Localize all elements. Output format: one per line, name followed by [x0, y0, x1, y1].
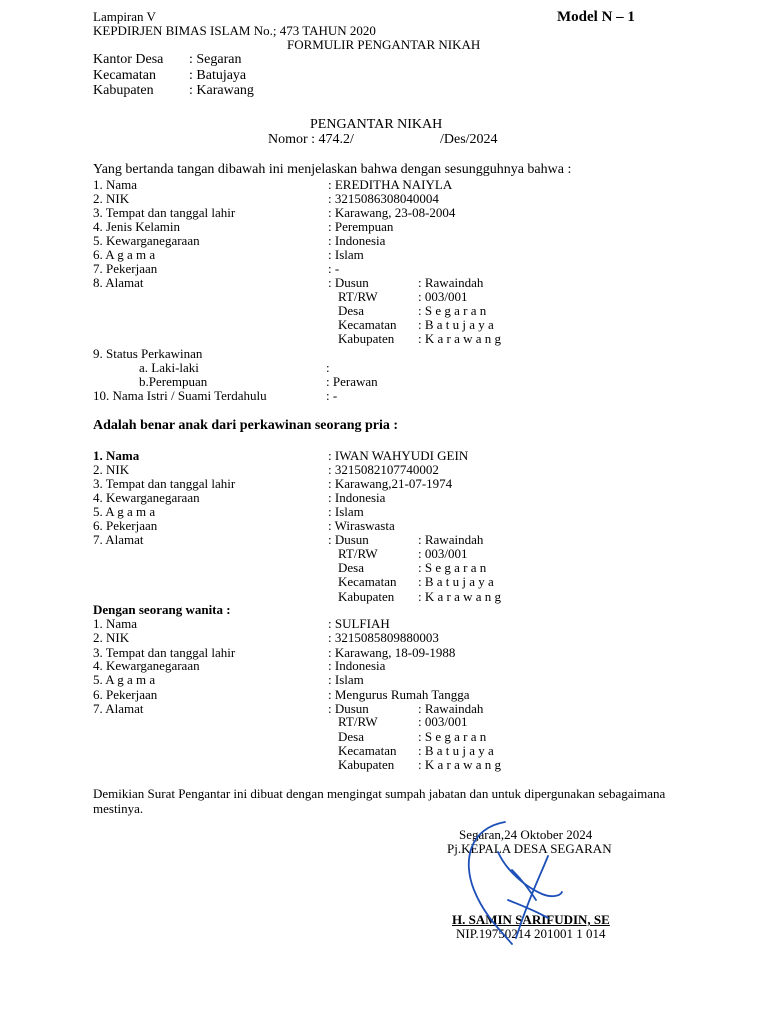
subject-value-agama: : Islam: [328, 247, 364, 262]
spouse-label: 10. Nama Istri / Suami Terdahulu: [93, 388, 267, 403]
subject-address-label-kabupaten: Kabupaten: [338, 331, 395, 346]
subject-label-agama: 6. A g a m a: [93, 247, 156, 262]
father-address-label-kabupaten: Kabupaten: [338, 589, 395, 604]
subject-value-jenis-kelamin: : Perempuan: [328, 219, 394, 234]
father-heading: Adalah benar anak dari perkawinan seorang pria :: [93, 418, 399, 433]
mother-label-agama: 5. A g a m a: [93, 672, 156, 687]
subject-address-value-desa: : S e g a r a n: [418, 303, 487, 318]
signature-position: Pj.KEPALA DESA SEGARAN: [447, 841, 612, 856]
mother-value-nama: : SULFIAH: [328, 616, 390, 631]
kepdirjen-label: KEPDIRJEN BIMAS ISLAM No.; 473 TAHUN 2020: [93, 23, 376, 38]
closing-text: Demikian Surat Pengantar ini dibuat dengan mengingat sumpah jabatan dan untuk dipergunakan sebagaimana mestinya.: [93, 786, 666, 816]
father-address-label-kecamatan: Kecamatan: [338, 574, 397, 589]
mother-value-ttl: : Karawang, 18-09-1988: [328, 645, 456, 660]
father-address-label-rtrw: RT/RW: [338, 546, 378, 561]
subject-label-nik: 2. NIK: [93, 191, 130, 206]
status-perempuan-label: b.Perempuan: [139, 374, 208, 389]
mother-label-pekerjaan: 6. Pekerjaan: [93, 687, 158, 702]
father-address-value-kabupaten: : K a r a w a n g: [418, 589, 502, 604]
father-address-value-desa: : S e g a r a n: [418, 560, 487, 575]
subject-value-dusun: : Rawaindah: [418, 275, 484, 290]
mother-address-value-kabupaten: : K a r a w a n g: [418, 757, 502, 772]
subject-label-nama: 1. Nama: [93, 177, 138, 192]
mother-label-nik: 2. NIK: [93, 630, 130, 645]
mother-label-ttl: 3. Tempat dan tanggal lahir: [93, 645, 236, 660]
mother-value-dusun-label: : Dusun: [328, 701, 369, 716]
father-address-value-rtrw: : 003/001: [418, 546, 468, 561]
father-address-label-desa: Desa: [338, 560, 364, 575]
office-value-kecamatan: : Batujaya: [189, 68, 247, 83]
status-perempuan-value: : Perawan: [326, 374, 378, 389]
subject-value-dusun-label: : Dusun: [328, 275, 369, 290]
father-label-nama: 1. Nama: [93, 448, 140, 463]
mother-address-value-desa: : S e g a r a n: [418, 729, 487, 744]
father-label-kewarganegaraan: 4. Kewarganegaraan: [93, 490, 200, 505]
mother-heading: Dengan seorang wanita :: [93, 602, 231, 617]
subject-address-label-kecamatan: Kecamatan: [338, 317, 397, 332]
father-value-kewarganegaraan: : Indonesia: [328, 490, 386, 505]
office-value-desa: : Segaran: [189, 52, 242, 67]
lampiran-label: Lampiran V: [93, 9, 156, 24]
document-number: Nomor : 474.2/: [268, 132, 354, 147]
father-label-nik: 2. NIK: [93, 462, 130, 477]
mother-address-value-rtrw: : 003/001: [418, 714, 468, 729]
mother-value-agama: : Islam: [328, 672, 364, 687]
father-value-dusun: : Rawaindah: [418, 532, 484, 547]
model-label: Model N – 1: [557, 9, 635, 25]
mother-address-label-desa: Desa: [338, 729, 364, 744]
subject-label-pekerjaan: 7. Pekerjaan: [93, 261, 158, 276]
formulir-label: FORMULIR PENGANTAR NIKAH: [287, 37, 481, 52]
mother-value-kewarganegaraan: : Indonesia: [328, 658, 386, 673]
status-perkawinan-label: 9. Status Perkawinan: [93, 346, 203, 361]
father-value-agama: : Islam: [328, 504, 364, 519]
father-value-ttl: : Karawang,21-07-1974: [328, 476, 453, 491]
father-label-ttl: 3. Tempat dan tanggal lahir: [93, 476, 236, 491]
subject-value-kewarganegaraan: : Indonesia: [328, 233, 386, 248]
father-value-dusun-label: : Dusun: [328, 532, 369, 547]
office-label-kabupaten: Kabupaten: [93, 83, 154, 98]
subject-label-jenis-kelamin: 4. Jenis Kelamin: [93, 219, 181, 234]
subject-label-alamat: 8. Alamat: [93, 275, 144, 290]
mother-label-nama: 1. Nama: [93, 616, 138, 631]
office-value-kabupaten: : Karawang: [189, 83, 254, 98]
mother-value-pekerjaan: : Mengurus Rumah Tangga: [328, 687, 470, 702]
father-value-pekerjaan: : Wiraswasta: [328, 518, 395, 533]
subject-value-pekerjaan: : -: [328, 261, 340, 276]
subject-label-ttl: 3. Tempat dan tanggal lahir: [93, 205, 236, 220]
mother-address-label-kecamatan: Kecamatan: [338, 743, 397, 758]
father-label-alamat: 7. Alamat: [93, 532, 144, 547]
subject-address-value-kabupaten: : K a r a w a n g: [418, 331, 502, 346]
subject-address-label-desa: Desa: [338, 303, 364, 318]
spouse-value: : -: [326, 388, 338, 403]
office-label-desa: Kantor Desa: [93, 52, 164, 67]
subject-value-nama: : EREDITHA NAIYLA: [328, 177, 453, 192]
father-label-pekerjaan: 6. Pekerjaan: [93, 518, 158, 533]
father-address-value-kecamatan: : B a t u j a y a: [418, 574, 494, 589]
subject-address-value-kecamatan: : B a t u j a y a: [418, 317, 494, 332]
mother-address-label-rtrw: RT/RW: [338, 714, 378, 729]
mother-value-nik: : 3215085809880003: [328, 630, 439, 645]
subject-value-ttl: : Karawang, 23-08-2004: [328, 205, 456, 220]
mother-address-label-kabupaten: Kabupaten: [338, 757, 395, 772]
signature-place-date: Segaran,24 Oktober 2024: [459, 827, 593, 842]
subject-address-label-rtrw: RT/RW: [338, 289, 378, 304]
mother-address-value-kecamatan: : B a t u j a y a: [418, 743, 494, 758]
status-laki-value: :: [326, 360, 330, 375]
document-title: PENGANTAR NIKAH: [310, 117, 443, 132]
signature-nip: NIP.19750214 201001 1 014: [456, 926, 606, 941]
status-laki-label: a. Laki-laki: [139, 360, 199, 375]
subject-address-value-rtrw: : 003/001: [418, 289, 468, 304]
signature-name: H. SAMIN SARIFUDIN, SE: [452, 912, 610, 927]
subject-value-nik: : 3215086308040004: [328, 191, 439, 206]
father-label-agama: 5. A g a m a: [93, 504, 156, 519]
father-value-nama: : IWAN WAHYUDI GEIN: [328, 448, 469, 463]
subject-label-kewarganegaraan: 5. Kewarganegaraan: [93, 233, 200, 248]
mother-value-dusun: : Rawaindah: [418, 701, 484, 716]
mother-label-alamat: 7. Alamat: [93, 701, 144, 716]
office-label-kecamatan: Kecamatan: [93, 68, 156, 83]
intro-text: Yang bertanda tangan dibawah ini menjelaskan bahwa dengan sesungguhnya bahwa :: [93, 162, 572, 177]
father-value-nik: : 3215082107740002: [328, 462, 439, 477]
mother-label-kewarganegaraan: 4. Kewarganegaraan: [93, 658, 200, 673]
document-number-suffix: /Des/2024: [440, 132, 498, 147]
